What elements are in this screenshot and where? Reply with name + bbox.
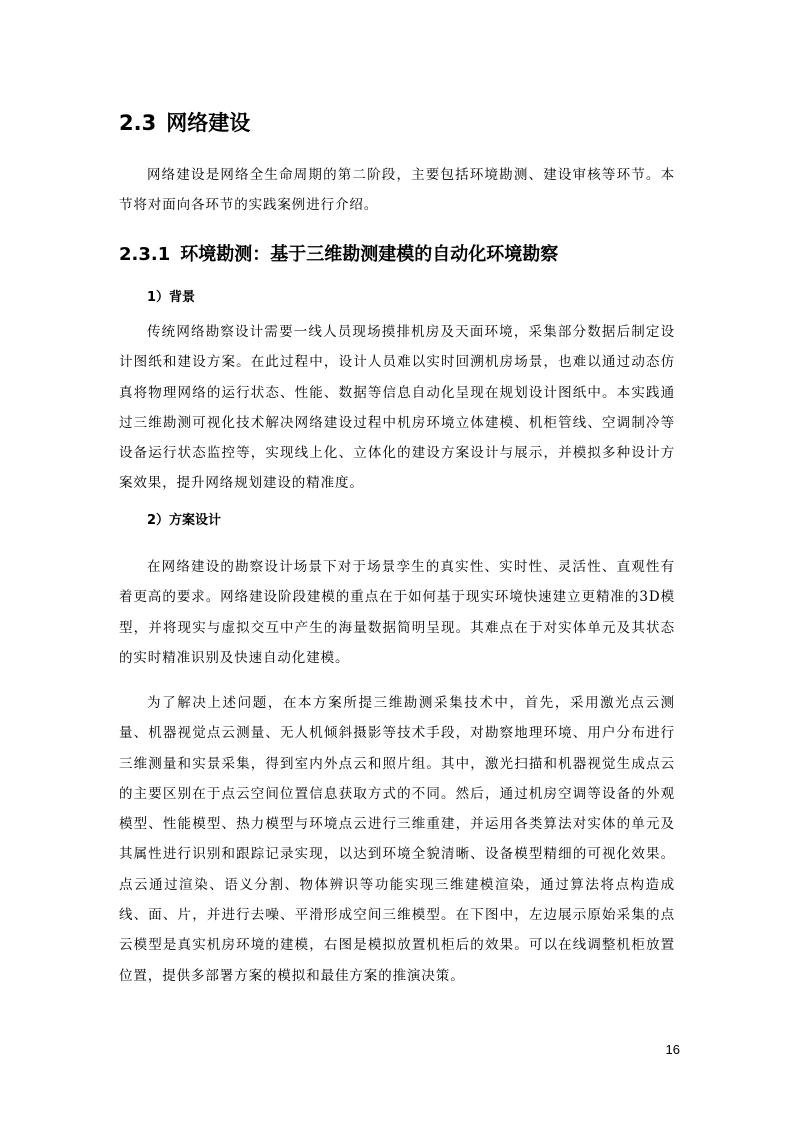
background-paragraph: 传统网络勘察设计需要一线人员现场摸排机房及天面环境，采集部分数据后制定设计图纸和建设方案。在此过程中，设计人员难以实时回溯机房场景，也难以通过动态仿真将物理网络的运行状态、性能、数据等信息自动化呈现在规划设计图纸中。本实践通过三维勘测可视化技术解决网络建设过程中机房环境立体建模、机柜管线、空调制冷等设备运行状态监控等，实现线上化、立体化的建设方案设计与展示，并模拟多种设计方案效果，提升网络规划建设的精准度。 [119, 324, 675, 492]
section-number: 2.3 [119, 111, 157, 135]
section-intro-paragraph: 网络建设是网络全生命周期的第二阶段，主要包括环境勘测、建设审核等环节。本节将对面向各环节的实践案例进行介绍。 [119, 167, 675, 214]
subsection-number: 2.3.1 [119, 244, 171, 265]
section-title: 网络建设 [166, 111, 251, 135]
section-heading [119, 108, 250, 138]
page-number: 16 [665, 1042, 680, 1057]
design-paragraph-1: 在网络建设的勘察设计场景下对于场景孪生的真实性、实时性、灵活性、直观性有着更高的要求。网络建设阶段建模的重点在于如何基于现实环境快速建立更精准的3D模型，并将现实与虚拟交互中产生的海量数据简明呈现。其难点在于对实体单元及其状态的实时精准识别及快速自动化建模。 [119, 559, 675, 666]
subsection-heading [119, 241, 558, 269]
subsection-title: 环境勘测：基于三维勘测建模的自动化环境勘察 [180, 244, 559, 265]
background-heading: 1）背景 [147, 290, 196, 305]
design-paragraph-2: 为了解决上述问题，在本方案所提三维勘测采集技术中，首先，采用激光点云测量、机器视觉点云测量、无人机倾斜摄影等技术手段，对勘察地理环境、用户分布进行三维测量和实景采集，得到室内外点云和照片组。其中，激光扫描和机器视觉生成点云的主要区别在于点云空间位置信息获取方式的不同。然后，通过机房空调等设备的外观模型、性能模型、热力模型与环境点云进行三维重建，并运用各类算法对实体的单元及其属性进行识别和跟踪记录实现，以达到环境全貌清晰、设备模型精细的可视化效果。点云通过渲染、语义分割、物体辨识等功能实现三维建模渲染，通过算法将点构造成线、面、片，并进行去噪、平滑形成空间三维模型。在下图中，左边展示原始采集的点云模型是真实机房环境的建模，右图是模拟放置机柜后的效果。可以在线调整机柜放置位置，提供多部署方案的模拟和最佳方案的推演决策。 [119, 695, 675, 984]
design-heading: 2）方案设计 [147, 513, 222, 528]
